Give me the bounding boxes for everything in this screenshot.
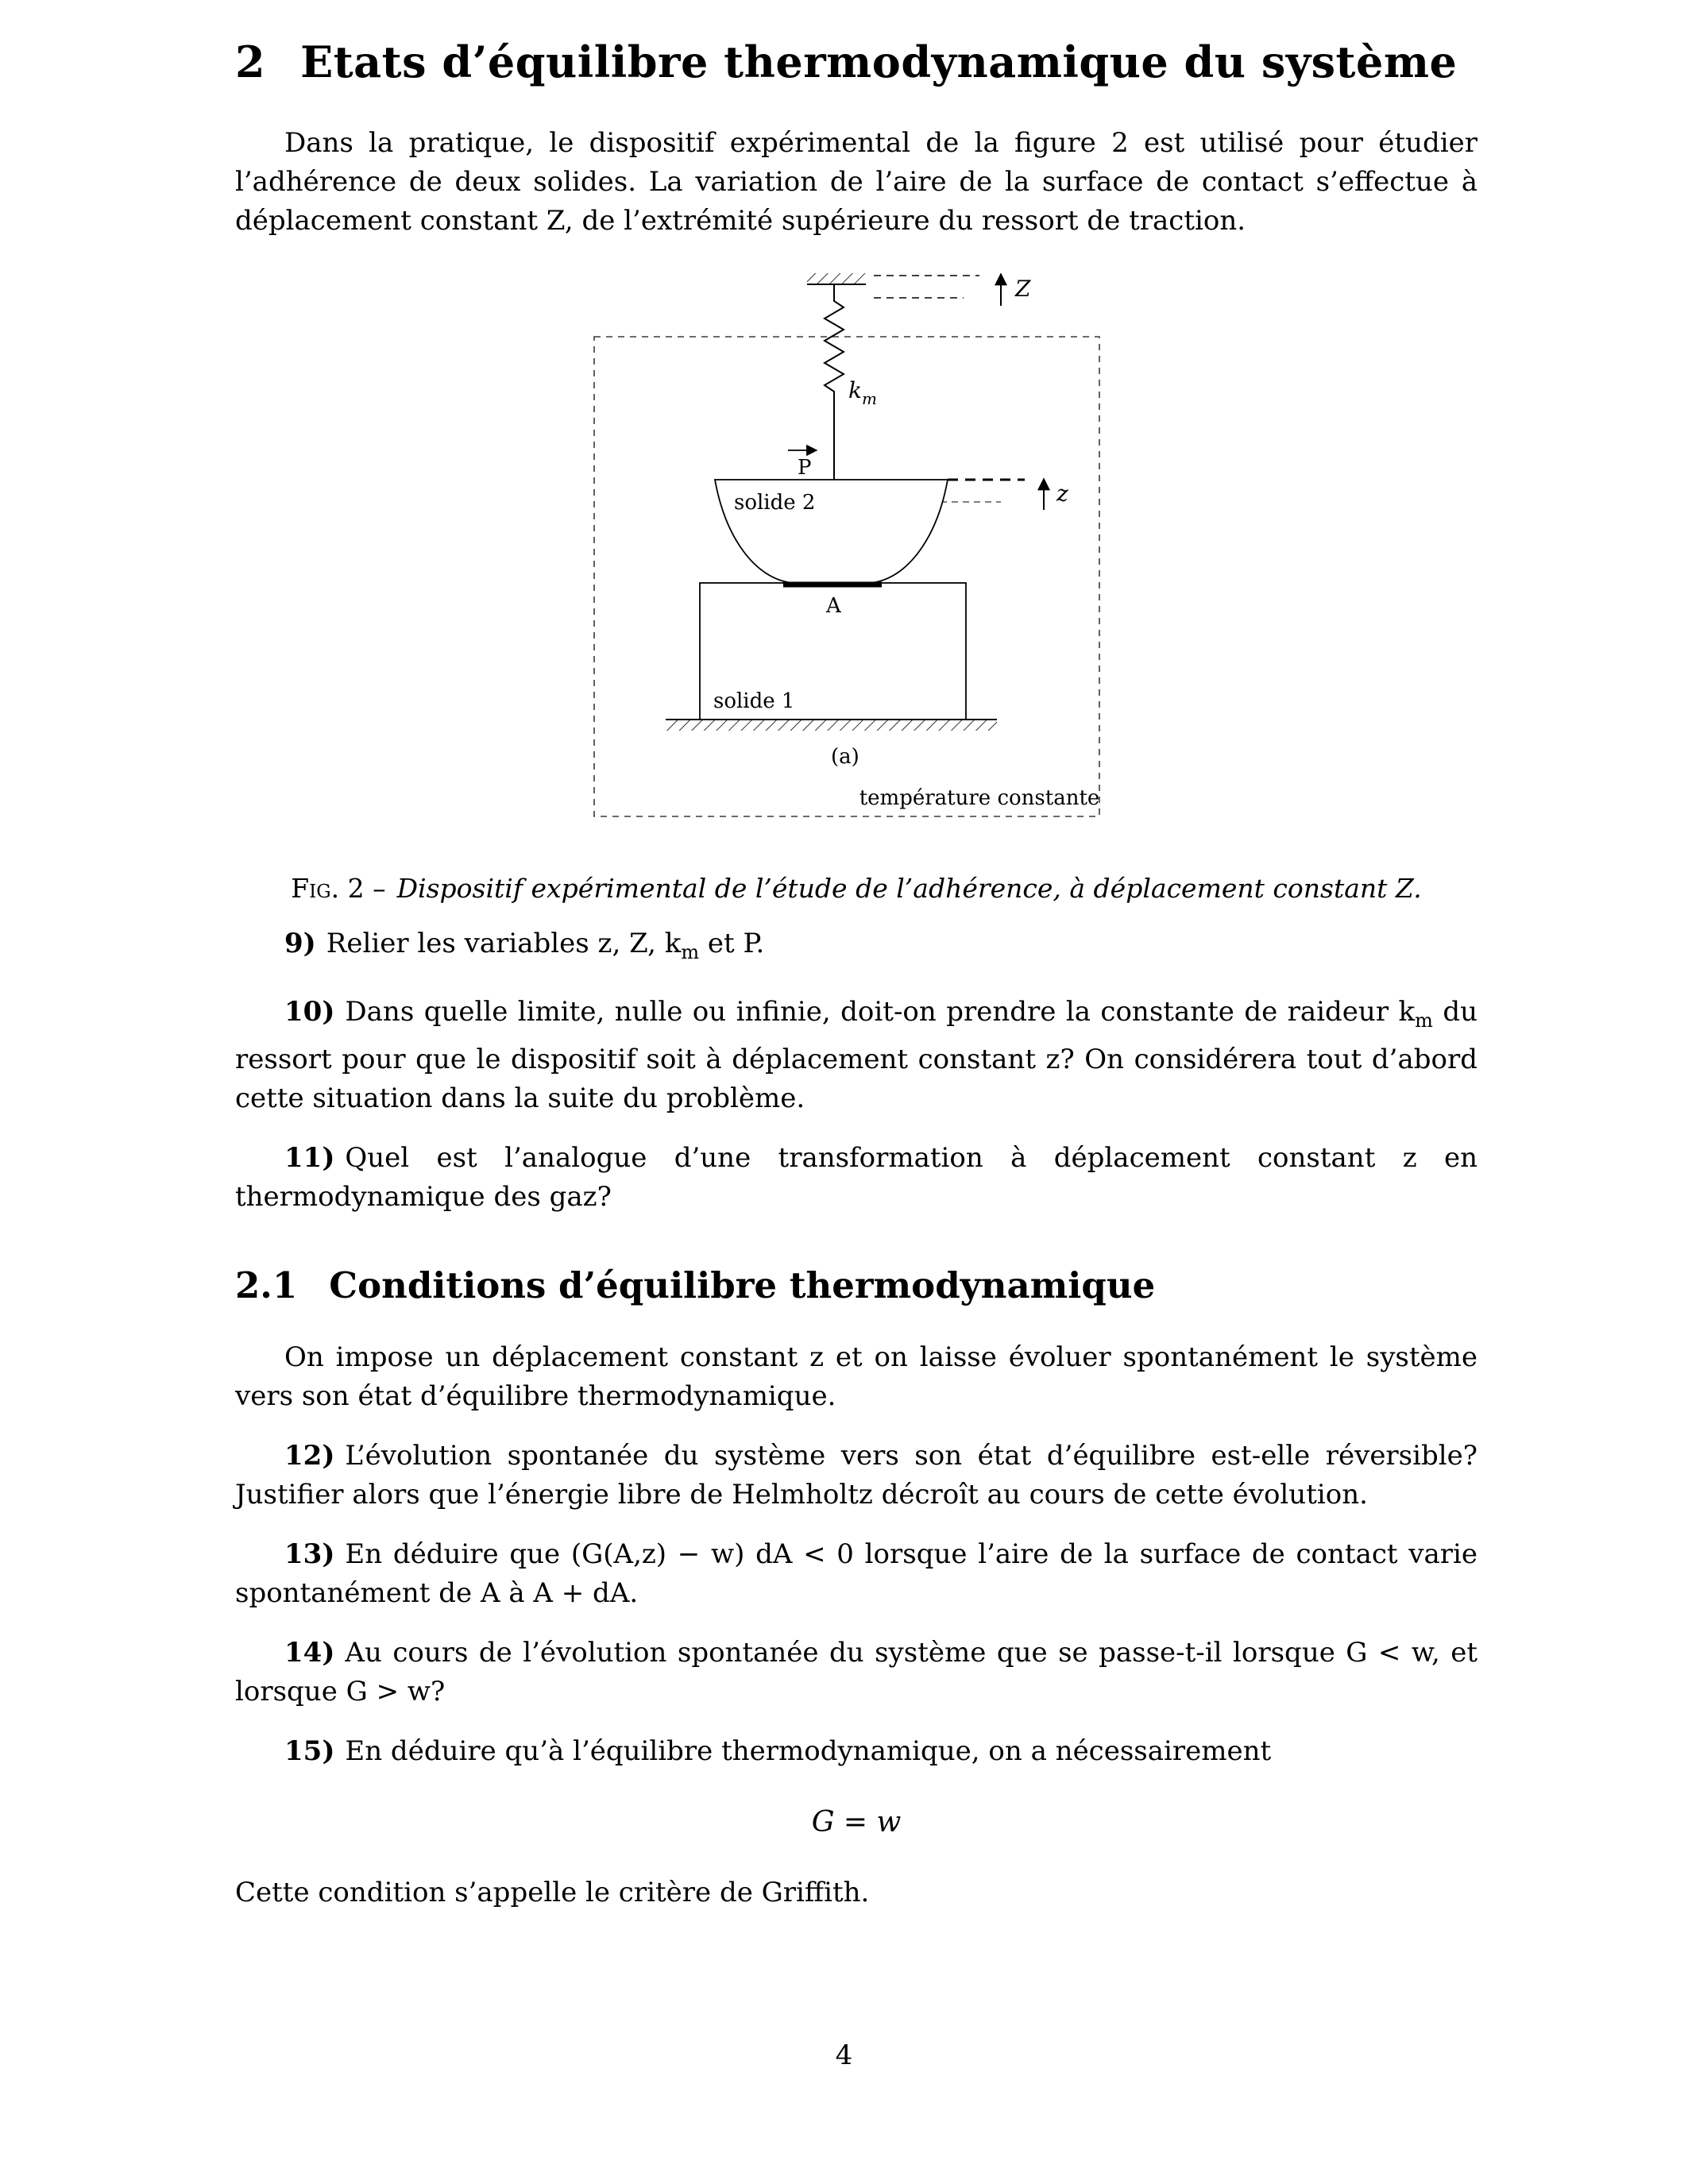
question-9-subscript: m — [681, 940, 700, 963]
question-14-number: 14) — [284, 1636, 335, 1669]
question-12-number: 12) — [284, 1439, 335, 1472]
question-11-number: 11) — [284, 1141, 335, 1174]
label-z: z — [1056, 480, 1068, 507]
label-Z: Z — [1015, 276, 1031, 302]
label-temperature: température constante — [859, 786, 1100, 810]
question-15-number: 15) — [284, 1734, 335, 1767]
question-9-text: Relier les variables z, Z, k — [326, 928, 682, 959]
question-13-text: En déduire que (G(A,z) − w) dA < 0 lorsque l’aire de la surface de contact varie spontanément de A à A + dA. — [235, 1538, 1477, 1609]
question-14-text: Au cours de l’évolution spontanée du système que se passe-t-il lorsque G < w, et lorsque G > w? — [235, 1636, 1477, 1707]
page-number: 4 — [835, 2039, 853, 2071]
figure-2 — [235, 263, 1477, 904]
label-contact-area: A — [826, 594, 841, 618]
spring-constant-subscript: m — [861, 389, 877, 408]
ceiling-hatching — [807, 273, 866, 284]
figure-caption-label: Fig. 2 – — [291, 873, 386, 904]
label-spring-constant — [848, 377, 877, 408]
question-10-text: Dans quelle limite, nulle ou infinie, doit-on prendre la constante de raideur k — [345, 995, 1416, 1028]
question-15-text: En déduire qu’à l’équilibre thermodynamique, on a nécessairement — [345, 1734, 1272, 1767]
question-12 — [235, 1437, 1477, 1515]
question-9-number: 9) — [284, 928, 316, 959]
spring — [825, 284, 844, 480]
section-title: Etats d’équilibre thermodynamique du système — [300, 37, 1458, 87]
spring-constant-base: k — [848, 377, 862, 403]
question-10-subscript: m — [1415, 1009, 1433, 1032]
question-10-number: 10) — [284, 995, 335, 1028]
intro-paragraph: Dans la pratique, le dispositif expérimental de la figure 2 est utilisé pour étudier l’adhérence de deux solides. La variation de l’aire de la surface de contact s’effectue à déplacement constant Z, de l’extrémité supérieure du ressort de traction. — [235, 127, 1477, 237]
question-15 — [235, 1732, 1477, 1771]
subsection-number: 2.1 — [235, 1264, 298, 1306]
figure-block — [235, 263, 1477, 904]
section-heading — [235, 37, 1477, 87]
label-P: P — [798, 456, 812, 480]
question-11-text: Quel est l’analogue d’une transformation à déplacement constant z en thermodynamique des gaz? — [235, 1141, 1477, 1213]
question-11 — [235, 1139, 1477, 1217]
subsection-title: Conditions d’équilibre thermodynamique — [329, 1264, 1156, 1306]
subsection-intro-paragraph: On impose un déplacement constant z et on laisse évoluer spontanément le système vers son état d’équilibre thermodynamique. — [235, 1341, 1477, 1412]
label-solid-2: solide 2 — [734, 491, 816, 515]
figure-caption-text: Dispositif expérimental de l’étude de l’adhérence, à déplacement constant Z. — [396, 873, 1422, 904]
figure-caption — [235, 873, 1477, 904]
equation-griffith: G = w — [811, 1805, 902, 1839]
question-13 — [235, 1535, 1477, 1613]
question-9 — [235, 924, 1477, 972]
label-solid-1: solide 1 — [713, 689, 795, 713]
question-14 — [235, 1634, 1477, 1711]
subsection-heading — [235, 1264, 1477, 1306]
question-9-text-end: et P. — [699, 928, 765, 959]
closing-paragraph: Cette condition s’appelle le critère de Griffith. — [235, 1876, 870, 1908]
label-subfigure-a: (a) — [831, 745, 859, 769]
question-13-number: 13) — [284, 1538, 335, 1570]
question-10 — [235, 993, 1477, 1118]
experimental-setup-diagram — [578, 263, 1134, 835]
question-12-text: L’évolution spontanée du système vers son état d’équilibre est-elle réversible? Justifier alors que l’énergie libre de Helmholtz décroît au cours de cette évolution. — [235, 1439, 1477, 1511]
question-10-text-end: du ressort pour que le dispositif soit à déplacement constant z? On considérera tout d’abord cette situation dans la suite du problème. — [235, 995, 1477, 1114]
ground-hatching — [666, 720, 997, 731]
section-number: 2 — [235, 37, 266, 87]
